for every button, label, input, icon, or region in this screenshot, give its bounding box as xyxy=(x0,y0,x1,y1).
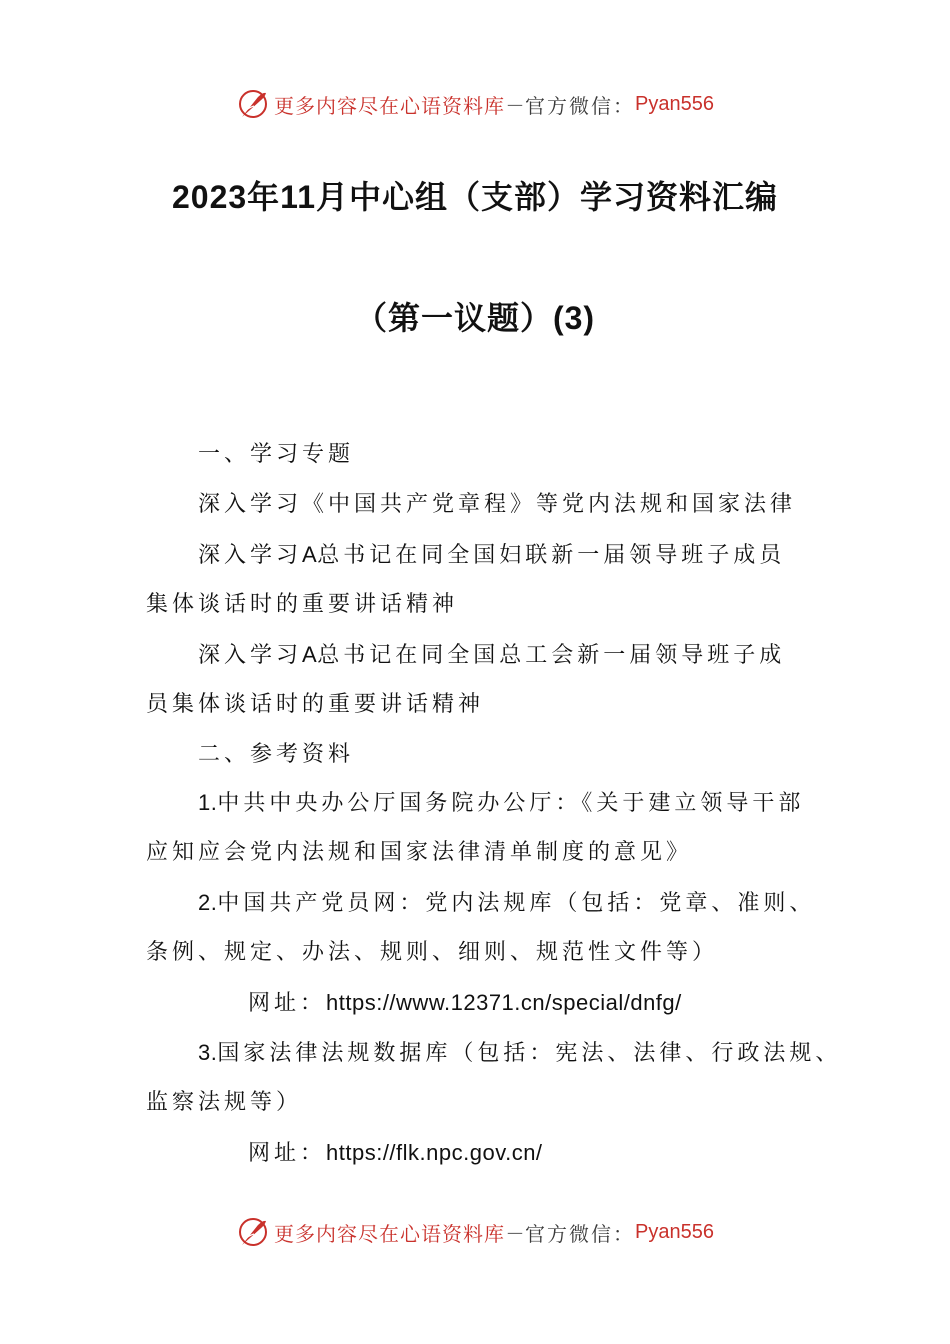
section-1-item-2-line-1 xyxy=(146,530,868,581)
reference-1-number: 1. xyxy=(198,790,218,815)
watermark-dash: — xyxy=(507,94,524,114)
item-3-text-a: 深入学习 xyxy=(198,643,303,668)
reference-3-url-label: 网址： xyxy=(248,1141,327,1166)
item-2-text-c: 总书记在同全国妇联新一届领导班子成员 xyxy=(317,543,786,568)
footer-watermark-dash: — xyxy=(507,1222,524,1242)
item-2-text-a: 深入学习 xyxy=(198,543,303,568)
reference-2-text-a: 中国共产党员网：党内法规库（包括：党章、准则、 xyxy=(217,891,816,916)
reference-3-line-1 xyxy=(146,1028,868,1079)
reference-2-number: 2. xyxy=(198,890,218,915)
section-1-item-1 xyxy=(146,480,868,530)
header-watermark xyxy=(0,84,950,124)
reference-1-line-1 xyxy=(146,778,868,829)
item-2-text-b: A xyxy=(302,542,318,567)
item-2-text-d: 集体谈话时的重要讲话精神 xyxy=(146,592,459,617)
footer-watermark-wechat-label: 官方微信： xyxy=(525,1221,636,1246)
footer-watermark-wechat-id: Pyan556 xyxy=(635,1220,714,1243)
section-2-heading-text: 二、参考资料 xyxy=(198,742,355,767)
reference-1-text-a: 中共中央办公厅国务院办公厅：《关于建立领导干部 xyxy=(217,791,805,816)
section-1-heading-text: 一、学习专题 xyxy=(198,442,355,467)
reference-2-text-b: 条例、规定、办法、规则、细则、规范性文件等） xyxy=(146,940,719,965)
reference-2-line-1 xyxy=(146,878,868,929)
reference-2-line-2 xyxy=(146,928,816,978)
reference-1-text-b: 应知应会党内法规和国家法律清单制度的意见》 xyxy=(146,840,693,865)
footer-watermark-text: 更多内容尽在心语资料库 xyxy=(274,1221,506,1246)
reference-1-line-2 xyxy=(146,828,816,878)
reference-2-url-link[interactable]: https://www.12371.cn/special/dnfg/ xyxy=(326,990,682,1015)
item-3-text-d: 员集体谈话时的重要讲话精神 xyxy=(146,692,485,717)
watermark-inner xyxy=(236,87,714,121)
reference-3-url-line xyxy=(146,1128,918,1179)
item-3-text-c: 总书记在同全国总工会新一届领导班子成 xyxy=(317,643,786,668)
item-3-text-b: A xyxy=(302,642,318,667)
document-title-line-1: 2023年11月中心组（支部）学习资料汇编 xyxy=(171,179,779,215)
reference-2-url-label: 网址： xyxy=(248,991,327,1016)
watermark-wechat-id: Pyan556 xyxy=(635,92,714,115)
section-1-item-3-line-1 xyxy=(146,630,868,681)
section-1-item-2-line-2 xyxy=(146,580,816,630)
section-1-item-3-line-2 xyxy=(146,680,816,730)
reference-3-url-link[interactable]: https://flk.npc.gov.cn/ xyxy=(326,1140,543,1165)
document-title-line-2: （第一议题）(3) xyxy=(354,300,596,336)
reference-3-line-2 xyxy=(146,1078,816,1128)
reference-2-url-line xyxy=(146,978,918,1029)
quill-pen-logo-icon xyxy=(236,87,270,121)
footer-watermark-inner xyxy=(236,1215,714,1249)
section-1-heading xyxy=(146,430,868,480)
reference-3-number: 3. xyxy=(198,1040,218,1065)
quill-pen-logo-icon xyxy=(236,1215,270,1249)
reference-3-text-a: 国家法律法规数据库（包括：宪法、法律、行政法规、 xyxy=(217,1041,842,1066)
section-1-item-1-text: 深入学习《中国共产党章程》等党内法规和国家法律 xyxy=(198,492,797,517)
watermark-wechat-label: 官方微信： xyxy=(525,93,636,118)
footer-watermark xyxy=(0,1212,950,1252)
reference-3-text-b: 监察法规等） xyxy=(146,1090,303,1115)
section-2-heading xyxy=(146,730,868,780)
watermark-text: 更多内容尽在心语资料库 xyxy=(274,93,506,118)
